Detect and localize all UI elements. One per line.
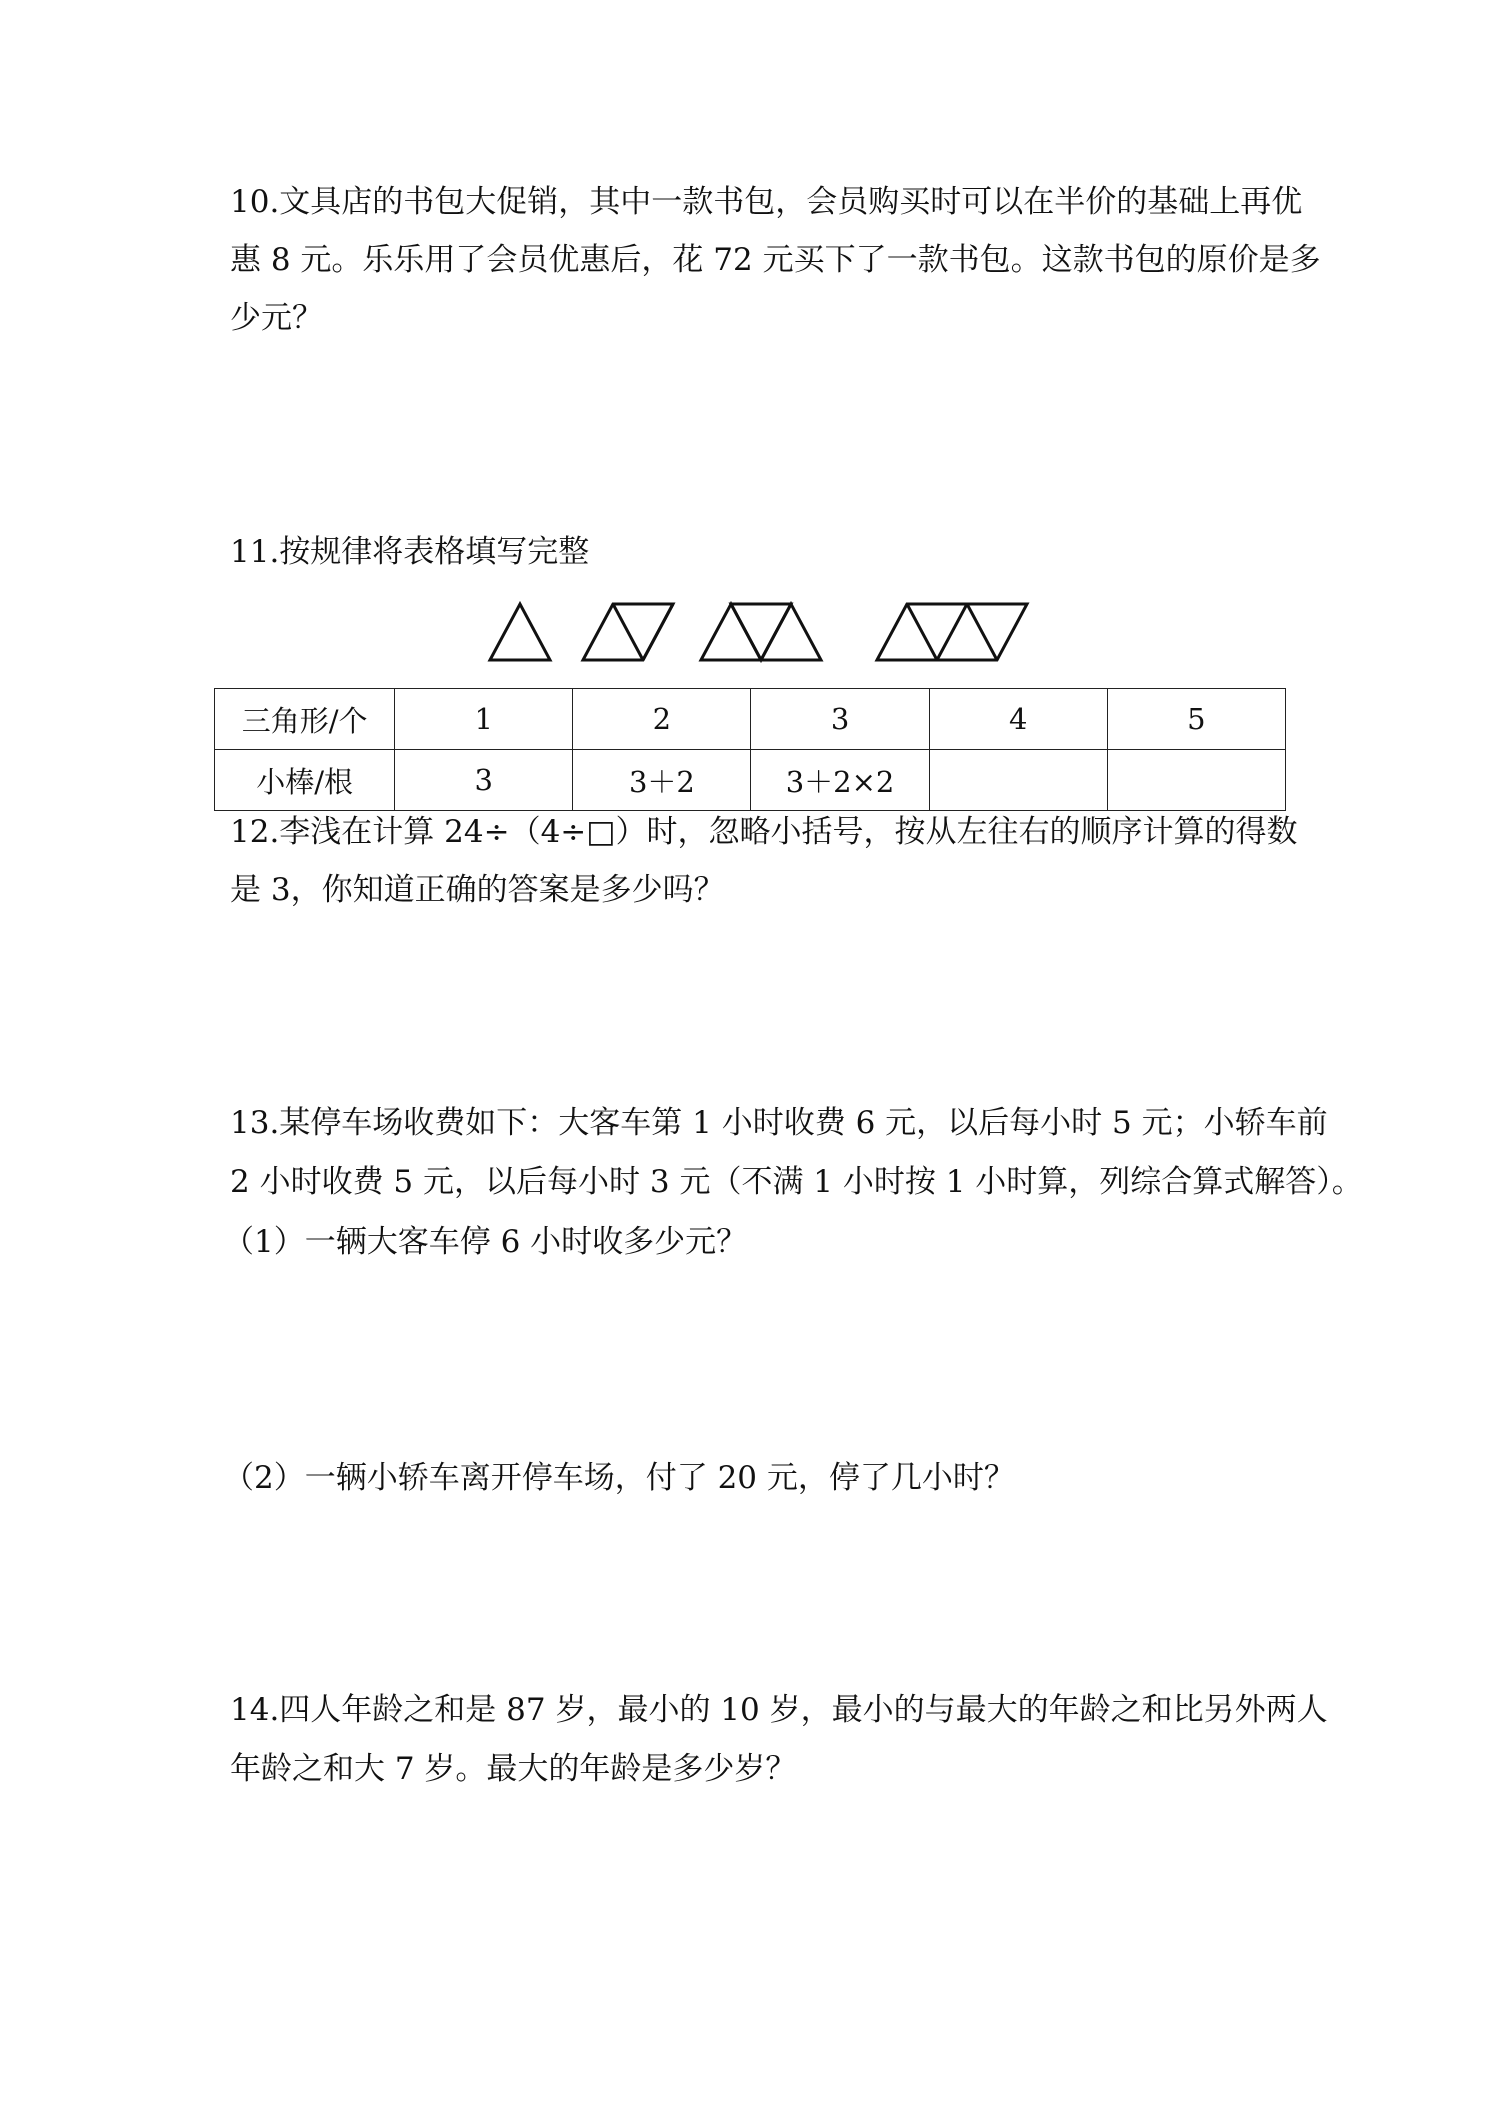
table-cell: 4	[929, 689, 1107, 750]
question-13-line-1: 13.某停车场收费如下：大客车第 1 小时收费 6 元，以后每小时 5 元；小轿车前	[230, 1105, 1328, 1141]
table-row-sticks	[215, 750, 1286, 811]
figure-2-triangles	[583, 604, 673, 660]
question-14-line-2: 年龄之和大 7 岁。最大的年龄是多少岁？	[230, 1751, 797, 1787]
figure-3-triangles	[701, 604, 821, 660]
table-cell: 3	[751, 689, 929, 750]
answer-cell-5[interactable]	[1107, 750, 1285, 811]
figure-1-triangles	[490, 604, 550, 660]
table-cell: 3＋2	[573, 750, 751, 811]
question-12-line-2: 是 3，你知道正确的答案是多少吗？	[230, 872, 725, 908]
row-header-sticks: 小棒/根	[215, 750, 395, 811]
question-13-part-2: （2）一辆小轿车离开停车场，付了 20 元，停了几小时？	[223, 1460, 1015, 1496]
triangle-pattern-figures	[480, 598, 1040, 668]
table-cell: 1	[395, 689, 573, 750]
question-12-line-1: 12.李浅在计算 24÷（4÷□）时，忽略小括号，按从左往右的顺序计算的得数	[230, 814, 1298, 850]
answer-cell-4[interactable]	[929, 750, 1107, 811]
triangle-pattern-svg	[480, 598, 1040, 668]
table-cell: 2	[573, 689, 751, 750]
question-11-title: 11.按规律将表格填写完整	[230, 534, 590, 570]
question-10-line-1: 10.文具店的书包大促销，其中一款书包，会员购买时可以在半价的基础上再优	[230, 184, 1303, 220]
pattern-table	[214, 688, 1286, 811]
question-14-line-1: 14.四人年龄之和是 87 岁，最小的 10 岁，最小的与最大的年龄之和比另外两人	[230, 1692, 1328, 1728]
question-13-line-2: 2 小时收费 5 元，以后每小时 3 元（不满 1 小时按 1 小时算，列综合算式解答）。	[230, 1164, 1363, 1200]
question-13-part-1: （1）一辆大客车停 6 小时收多少元？	[223, 1224, 748, 1260]
table-cell: 5	[1107, 689, 1285, 750]
table-row-triangles	[215, 689, 1286, 750]
table-cell: 3＋2×2	[751, 750, 929, 811]
table-cell: 3	[395, 750, 573, 811]
row-header-triangles: 三角形/个	[215, 689, 395, 750]
figure-4-triangles	[877, 604, 1027, 660]
question-10-line-2: 惠 8 元。乐乐用了会员优惠后，花 72 元买下了一款书包。这款书包的原价是多	[230, 242, 1321, 278]
question-10-line-3: 少元？	[230, 300, 323, 336]
